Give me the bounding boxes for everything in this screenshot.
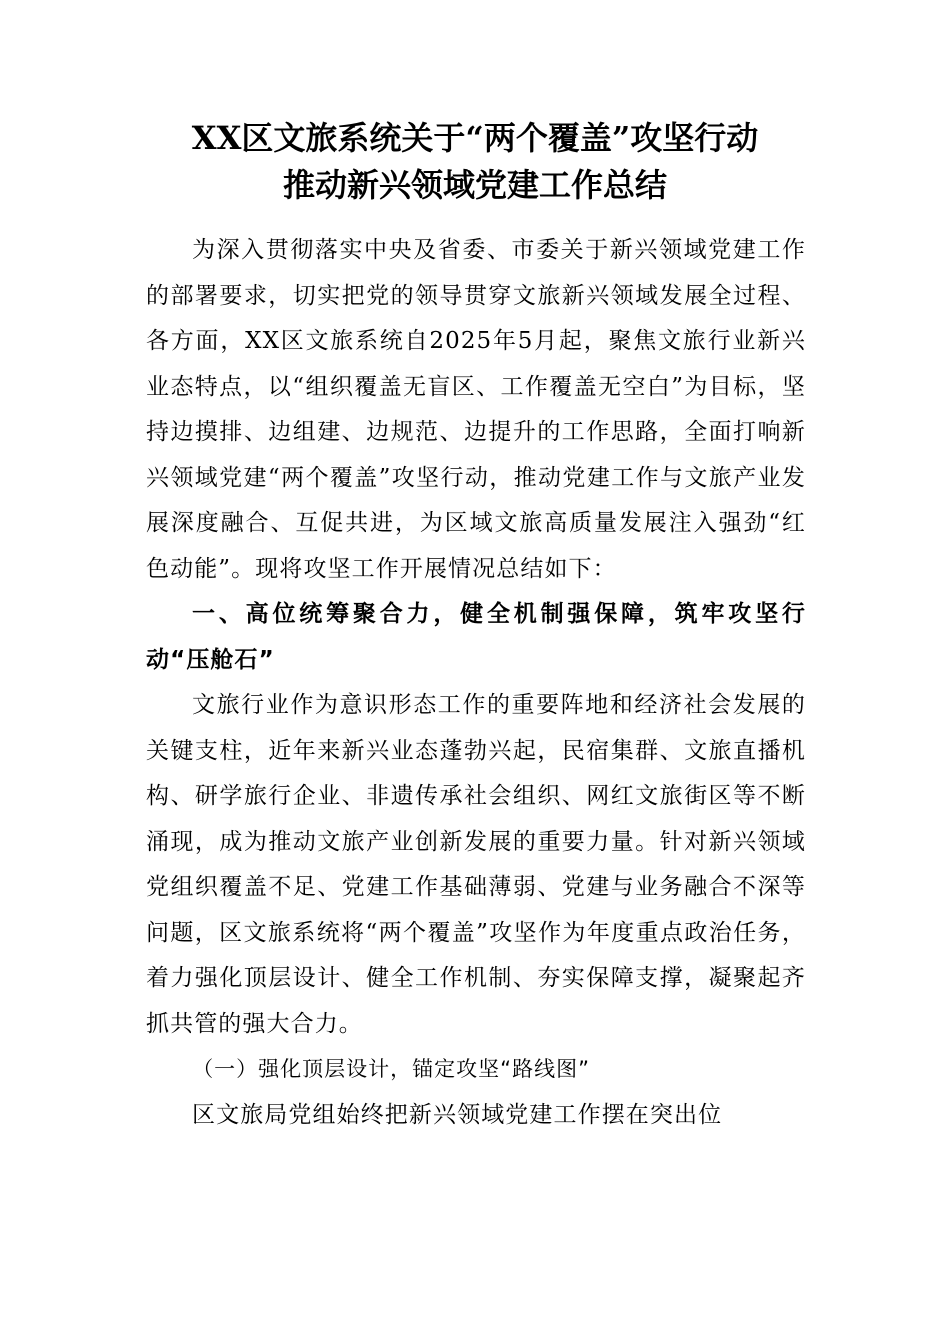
section-1-paragraph: 文旅行业作为意识形态工作的重要阵地和经济社会发展的关键支柱，近年来新兴业态蓬勃兴起，民宿集群、文旅直播机构、研学旅行企业、非遗传承社会组织、网红文旅街区等不断涌现，成为推动文旅产业创新发展的重要力量。针对新兴领域党组织覆盖不足、党建工作基础薄弱、党建与业务融合不深等问题，区文旅系统将“两个覆盖”攻坚作为年度重点政治任务，着力强化顶层设计、健全工作机制、夯实保障支撑，凝聚起齐抓共管的强大合力。 — [146, 692, 806, 1037]
document-title-line-1: XX区文旅系统关于“两个覆盖”攻坚行动 — [191, 119, 759, 157]
subsection-1-heading: （一）强化顶层设计，锚定攻坚“路线图” — [192, 1057, 590, 1081]
intro-paragraph: 为深入贯彻落实中央及省委、市委关于新兴领域党建工作的部署要求，切实把党的领导贯穿文旅新兴领域发展全过程、各方面，XX区文旅系统自2025年5月起，聚焦文旅行业新兴业态特点，以“组织覆盖无盲区、工作覆盖无空白”为目标，坚持边摸排、边组建、边规范、边提升的工作思路，全面打响新兴领域党建“两个覆盖”攻坚行动，推动党建工作与文旅产业发展深度融合、互促共进，为区域文旅高质量发展注入强劲“红色动能”。现将攻坚工作开展情况总结如下： — [146, 237, 806, 582]
document-title-line-2: 推动新兴领域党建工作总结 — [282, 166, 667, 204]
subsection-1-paragraph: 区文旅局党组始终把新兴领域党建工作摆在突出位 — [192, 1101, 723, 1128]
document-body — [146, 228, 806, 1138]
section-1-heading: 一、高位统筹聚合力，健全机制强保障，筑牢攻坚行动“压舱石” — [146, 601, 806, 673]
